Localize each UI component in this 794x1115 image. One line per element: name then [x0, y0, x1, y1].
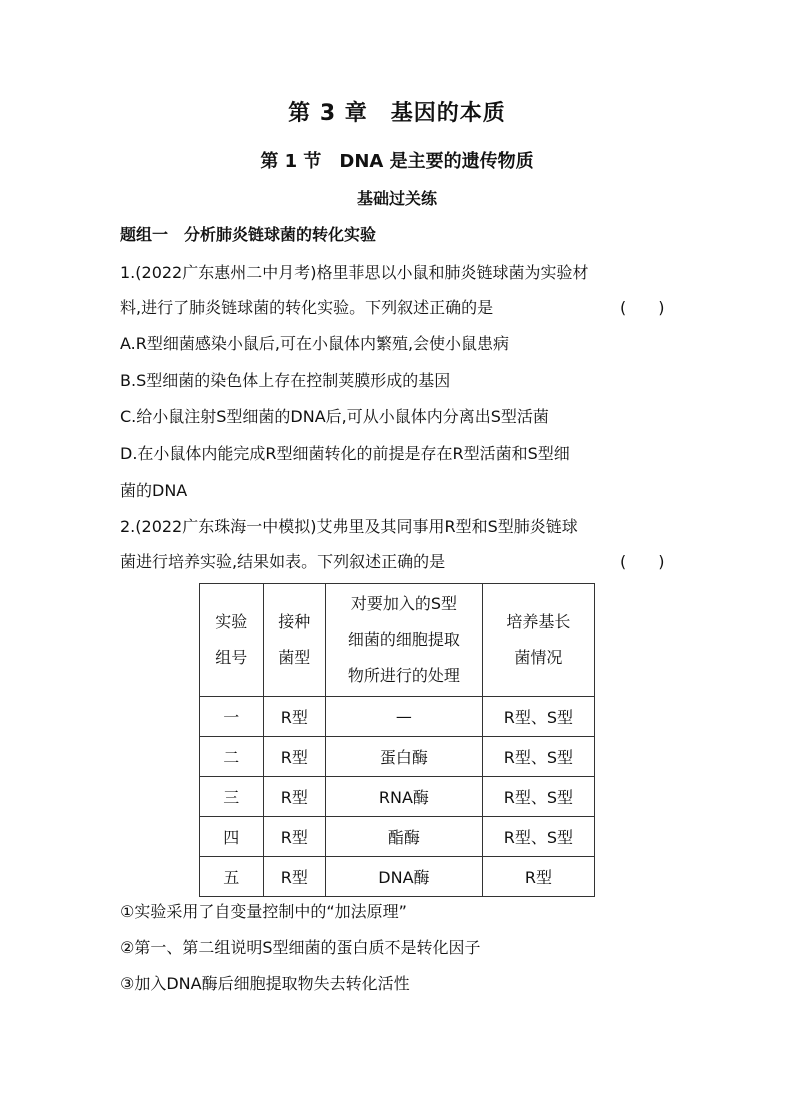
question-2-stem-line-1: 2.(2022广东珠海一中模拟)艾弗里及其同事用R型和S型肺炎链球 [120, 517, 578, 536]
cell-strain: R型 [263, 777, 326, 817]
header-inoculated-strain [263, 584, 326, 697]
cell-group: 三 [200, 777, 264, 817]
cell-strain: R型 [263, 737, 326, 777]
chapter-title: 第 3 章 基因的本质 [288, 101, 506, 126]
header-growth-result [482, 584, 594, 697]
question-1-option-d-line-1: D.在小鼠体内能完成R型细菌转化的前提是存在R型活菌和S型细 [120, 444, 570, 463]
question-1-option-a: A.R型细菌感染小鼠后,可在小鼠体内繁殖,会使小鼠患病 [120, 334, 510, 353]
header-text: 细菌的细胞提取 [347, 630, 460, 649]
subsection-title: 基础过关练 [356, 189, 437, 208]
cell-result: R型 [482, 857, 594, 897]
question-1-stem-line-1: 1.(2022广东惠州二中月考)格里菲思以小鼠和肺炎链球菌为实验材 [120, 263, 589, 282]
header-text: 实验 [215, 612, 248, 631]
cell-group: 四 [200, 817, 264, 857]
cell-group: 五 [200, 857, 264, 897]
table-row [200, 777, 595, 817]
cell-strain: R型 [263, 817, 326, 857]
cell-treatment: 蛋白酶 [326, 737, 483, 777]
cell-strain: R型 [263, 697, 326, 737]
question-1-option-c: C.给小鼠注射S型细菌的DNA后,可从小鼠体内分离出S型活菌 [120, 407, 549, 426]
header-text: 对要加入的S型 [350, 594, 457, 613]
statement-2: ②第一、第二组说明S型细菌的蛋白质不是转化因子 [120, 938, 481, 957]
cell-treatment: 酯酶 [326, 817, 483, 857]
header-text: 菌情况 [514, 648, 563, 667]
table-row [200, 817, 595, 857]
section-title: 第 1 节 DNA 是主要的遗传物质 [260, 151, 534, 172]
question-1-stem-line-2: 料,进行了肺炎链球菌的转化实验。下列叙述正确的是 [120, 298, 494, 317]
header-extract-treatment [326, 584, 483, 697]
header-text: 菌型 [278, 648, 311, 667]
cell-treatment: — [326, 697, 483, 737]
cell-group: 二 [200, 737, 264, 777]
table-row [200, 697, 595, 737]
table-header-row [200, 584, 595, 697]
question-1-answer-blank: ( ) [620, 298, 665, 317]
cell-result: R型、S型 [482, 817, 594, 857]
question-1-option-b: B.S型细菌的染色体上存在控制荚膜形成的基因 [120, 371, 451, 390]
table-row [200, 857, 595, 897]
header-text: 物所进行的处理 [347, 666, 460, 685]
question-group-title: 题组一 分析肺炎链球菌的转化实验 [120, 225, 377, 244]
cell-result: R型、S型 [482, 777, 594, 817]
cell-treatment: DNA酶 [326, 857, 483, 897]
cell-result: R型、S型 [482, 737, 594, 777]
question-2-stem-line-2: 菌进行培养实验,结果如表。下列叙述正确的是 [120, 552, 446, 571]
table-row [200, 737, 595, 777]
header-text: 培养基长 [506, 612, 571, 631]
cell-treatment: RNA酶 [326, 777, 483, 817]
cell-strain: R型 [263, 857, 326, 897]
header-text: 接种 [278, 612, 311, 631]
header-group-number [200, 584, 264, 697]
question-2-answer-blank: ( ) [620, 552, 665, 571]
statement-1: ①实验采用了自变量控制中的“加法原理” [120, 902, 407, 921]
question-1-option-d-line-2: 菌的DNA [120, 481, 188, 500]
statement-3: ③加入DNA酶后细胞提取物失去转化活性 [120, 974, 410, 993]
header-text: 组号 [215, 648, 248, 667]
cell-group: 一 [200, 697, 264, 737]
cell-result: R型、S型 [482, 697, 594, 737]
experiment-results-table [199, 583, 595, 897]
